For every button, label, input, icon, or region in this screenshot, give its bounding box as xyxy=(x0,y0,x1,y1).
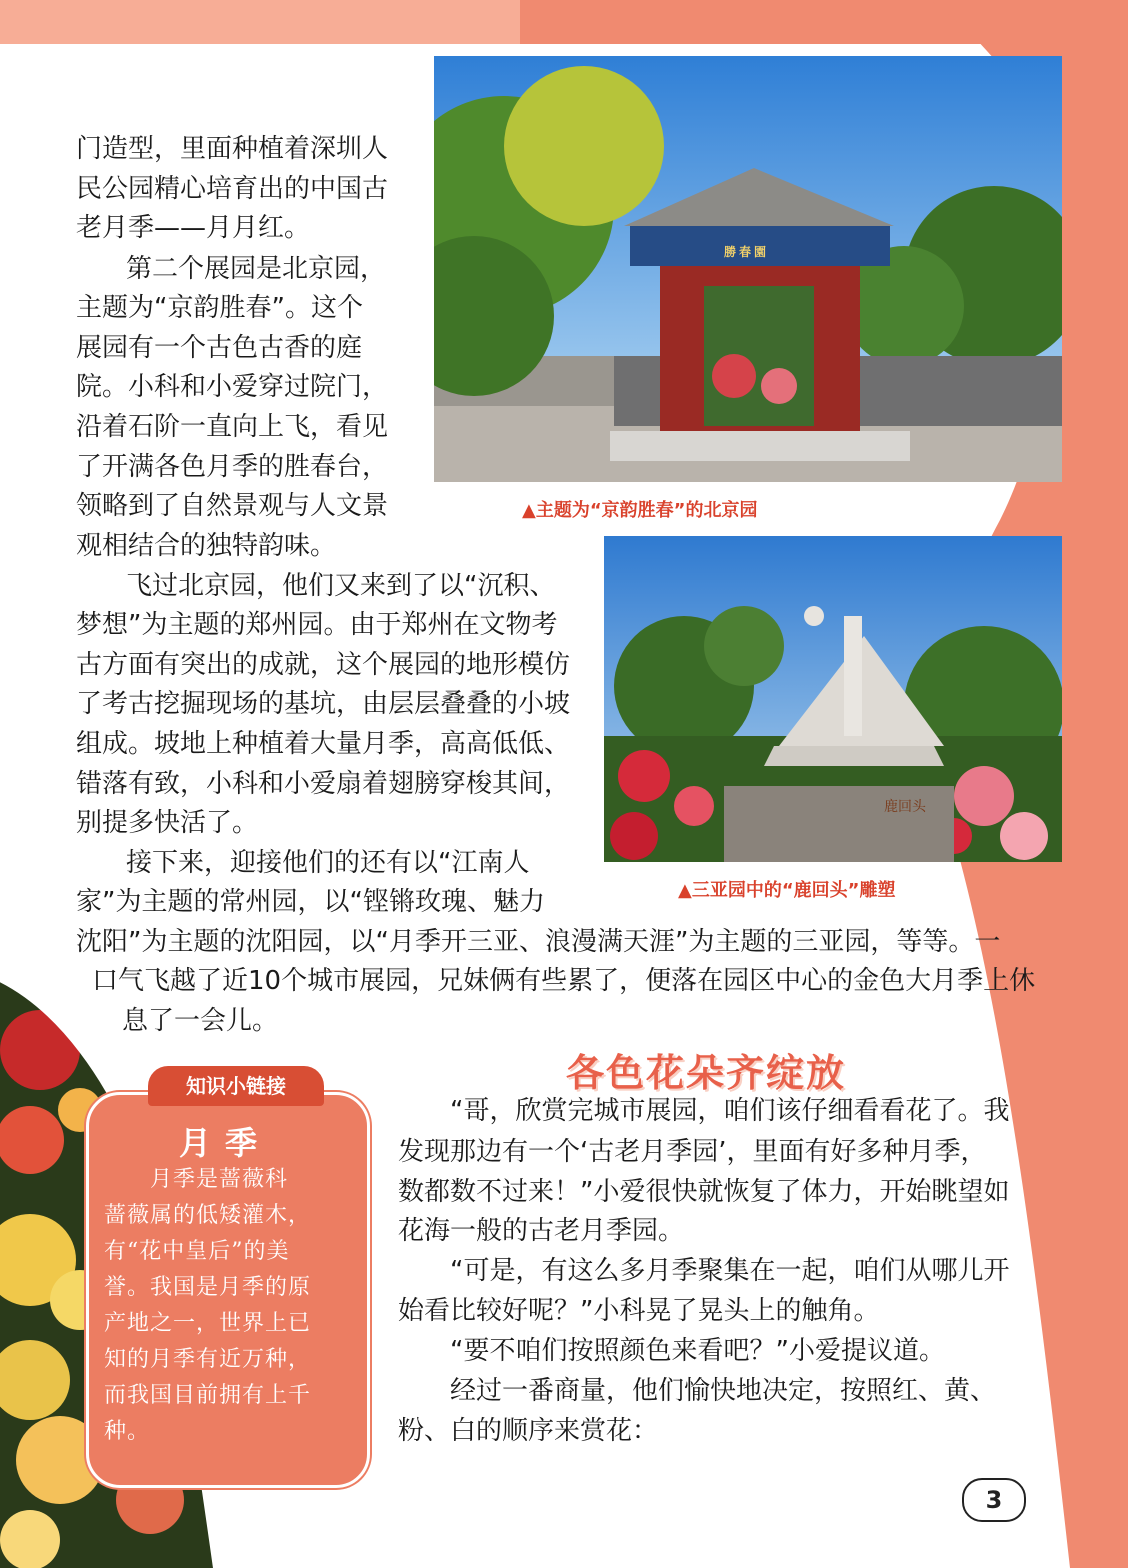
section-line: 经过一番商量，他们愉快地决定，按照红、黄、 xyxy=(450,1376,997,1406)
knowledge-title: 月季 xyxy=(178,1124,271,1162)
paragraph-line: 接下来，迎接他们的还有以“江南人 xyxy=(126,848,530,878)
knowledge-line: 有“花中皇后”的美 xyxy=(104,1239,290,1264)
knowledge-line: 而我国目前拥有上千 xyxy=(104,1383,312,1408)
caption-triangle-icon: ▲ xyxy=(678,880,692,901)
paragraph-line: 组成。坡地上种植着大量月季，高高低低、 xyxy=(76,729,571,759)
paragraph-line: 飞过北京园，他们又来到了以“沉积、 xyxy=(126,571,556,601)
paragraph-line: 门造型，里面种植着深圳人 xyxy=(76,134,389,164)
section-line: 发现那边有一个‘古老月季园’，里面有好多种月季， xyxy=(398,1137,987,1167)
paragraph-line: 息了一会儿。 xyxy=(122,1006,279,1036)
knowledge-line: 知的月季有近万种， xyxy=(104,1347,312,1372)
section-line: 数都数不过来！”小爱很快就恢复了体力，开始眺望如 xyxy=(398,1177,1010,1207)
page-number: 3 xyxy=(962,1478,1026,1522)
knowledge-line: 月季是蔷薇科 xyxy=(150,1167,289,1192)
paragraph-line: 口气飞越了近10个城市展园，兄妹俩有些累了，便落在园区中心的金色大月季上休 xyxy=(92,966,1036,996)
beijing-caption xyxy=(522,496,758,522)
knowledge-line: 蔷薇属的低矮灌木， xyxy=(104,1203,312,1228)
paragraph-line: 沈阳”为主题的沈阳园，以“月季开三亚、浪漫满天涯”为主题的三亚园，等等。一 xyxy=(76,927,1001,957)
section-line: 粉、白的顺序来赏花： xyxy=(398,1416,659,1446)
paragraph-line: 了考古挖掘现场的基坑，由层层叠叠的小坡 xyxy=(76,689,571,719)
knowledge-line: 产地之一，世界上已 xyxy=(104,1311,312,1336)
gate-plaque-text: 勝春園 xyxy=(724,245,770,259)
caption-triangle-icon: ▲ xyxy=(522,500,536,521)
paragraph-line: 民公园精心培育出的中国古 xyxy=(76,174,389,204)
paragraph-line: 梦想”为主题的郑州园。由于郑州在文物考 xyxy=(76,610,558,640)
section-line: “要不咱们按照颜色来看吧？”小爱提议道。 xyxy=(450,1336,945,1366)
paragraph-line: 领略到了自然景观与人文景 xyxy=(76,491,389,521)
section-line: “哥，欣赏完城市展园，咱们该仔细看看花了。我 xyxy=(450,1096,1010,1126)
section-line: 花海一般的古老月季园。 xyxy=(398,1216,685,1246)
beijing-garden-photo xyxy=(434,56,1062,482)
paragraph-line: 沿着石阶一直向上飞，看见 xyxy=(76,412,389,442)
paragraph-line: 院。小科和小爱穿过院门， xyxy=(76,372,389,402)
paragraph-line: 古方面有突出的成就，这个展园的地形模仿 xyxy=(76,650,571,680)
sanya-caption-text: 三亚园中的“鹿回头”雕塑 xyxy=(691,880,896,901)
paragraph-line: 第二个展园是北京园， xyxy=(126,254,387,284)
knowledge-line: 种。 xyxy=(104,1419,151,1444)
paragraph-line: 观相结合的独特韵味。 xyxy=(76,531,337,561)
paragraph-line: 别提多快活了。 xyxy=(76,808,259,838)
paragraph-line: 了开满各色月季的胜春台， xyxy=(76,452,389,482)
section-line: “可是，有这么多月季聚集在一起，咱们从哪儿开 xyxy=(450,1256,1010,1286)
paragraph-line: 家”为主题的常州园，以“铿锵玫瑰、魅力 xyxy=(76,887,545,917)
sanya-caption xyxy=(678,876,896,902)
knowledge-tab: 知识小链接 xyxy=(148,1066,324,1106)
beijing-caption-text: 主题为“京韵胜春”的北京园 xyxy=(535,500,758,521)
section-title: 各色花朵齐绽放 xyxy=(566,1050,847,1095)
section-line: 始看比较好呢？”小科晃了晃头上的触角。 xyxy=(398,1296,880,1326)
paragraph-line: 展园有一个古色古香的庭 xyxy=(76,333,363,363)
stone-label-text: 鹿回头 xyxy=(884,799,926,815)
paragraph-line: 老月季——月月红。 xyxy=(76,213,311,243)
paragraph-line: 错落有致，小科和小爱扇着翅膀穿梭其间， xyxy=(76,769,571,799)
knowledge-line: 誉。我国是月季的原 xyxy=(104,1275,312,1300)
paragraph-line: 主题为“京韵胜春”。这个 xyxy=(76,293,363,323)
sanya-sculpture-photo xyxy=(604,536,1062,862)
